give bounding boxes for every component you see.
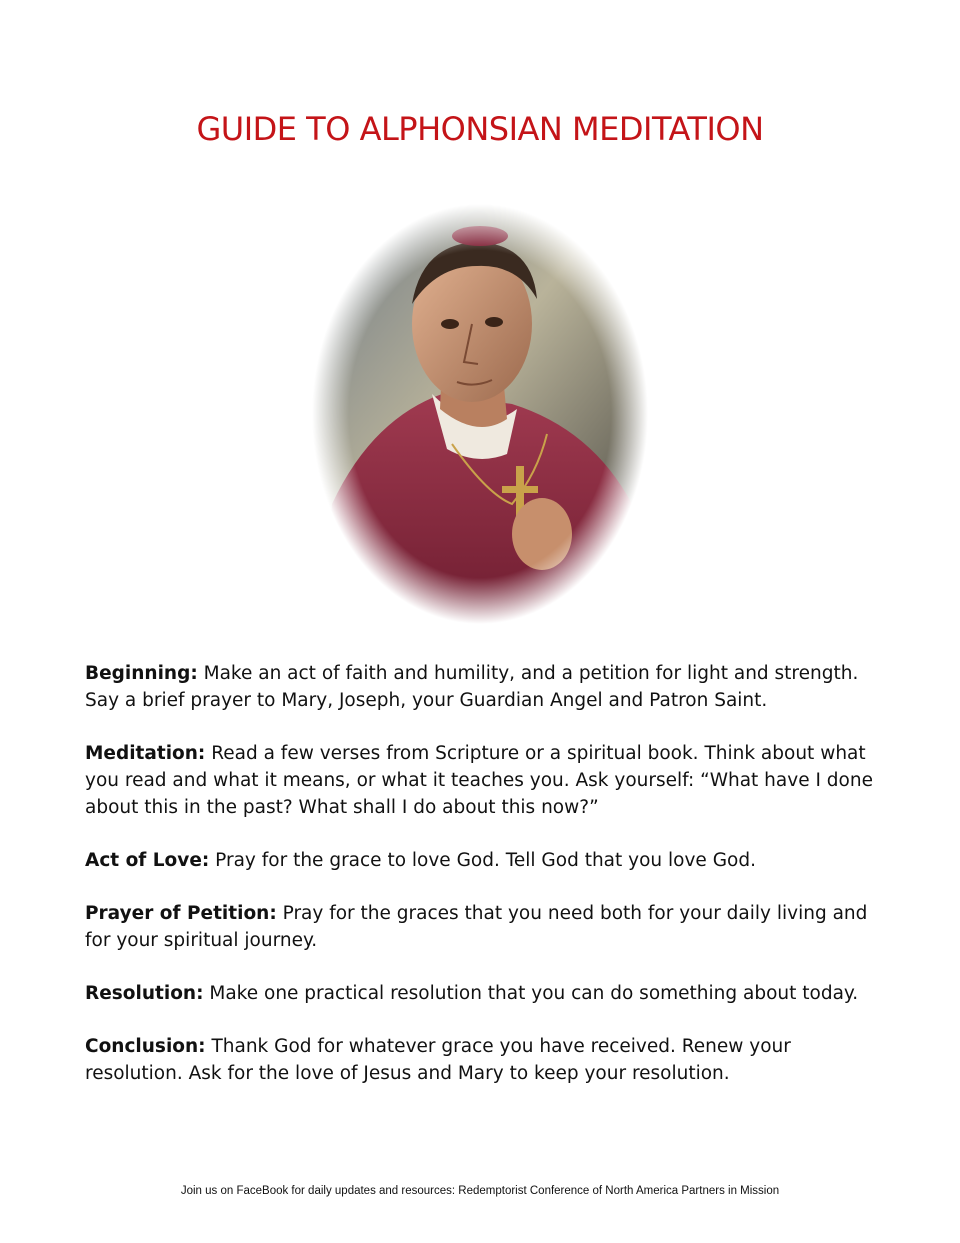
- page-title: GUIDE TO ALPHONSIAN MEDITATION: [196, 110, 764, 148]
- section-term: Conclusion:: [85, 1036, 206, 1057]
- section-conclusion: [85, 1033, 885, 1087]
- section-term: Beginning:: [85, 663, 198, 684]
- section-term: Prayer of Petition:: [85, 903, 277, 924]
- section-meditation: [85, 740, 885, 821]
- page-footer: Join us on FaceBook for daily updates and resources: Redemptorist Conference of North America Partners in Mission: [180, 1185, 780, 1197]
- section-text: Thank God for whatever grace you have received. Renew your resolution. Ask for the love of Jesus and Mary to keep your resolution.: [85, 1036, 791, 1084]
- section-resolution: [85, 980, 885, 1007]
- section-text: Make an act of faith and humility, and a petition for light and strength. Say a brief prayer to Mary, Joseph, your Guardian Angel and Patron Saint.: [85, 663, 859, 711]
- section-text: Pray for the grace to love God. Tell God that you love God.: [209, 850, 756, 871]
- section-term: Act of Love:: [85, 850, 210, 871]
- section-text: Pray for the graces that you need both for your daily living and for your spiritual journey.: [85, 903, 868, 951]
- section-prayer-of-petition: [85, 900, 885, 954]
- section-term: Meditation:: [85, 743, 206, 764]
- section-term: Resolution:: [85, 983, 204, 1004]
- section-beginning: [85, 660, 885, 714]
- section-text: Make one practical resolution that you can do something about today.: [203, 983, 859, 1004]
- meditation-guide-body: [85, 660, 885, 1113]
- section-text: Read a few verses from Scripture or a spiritual book. Think about what you read and what it means, or what it teaches you. Ask yourself: “What have I done about this in the past? What shall I do about this now?”: [85, 743, 873, 818]
- saint-portrait-icon: [312, 204, 648, 624]
- section-act-of-love: [85, 847, 885, 874]
